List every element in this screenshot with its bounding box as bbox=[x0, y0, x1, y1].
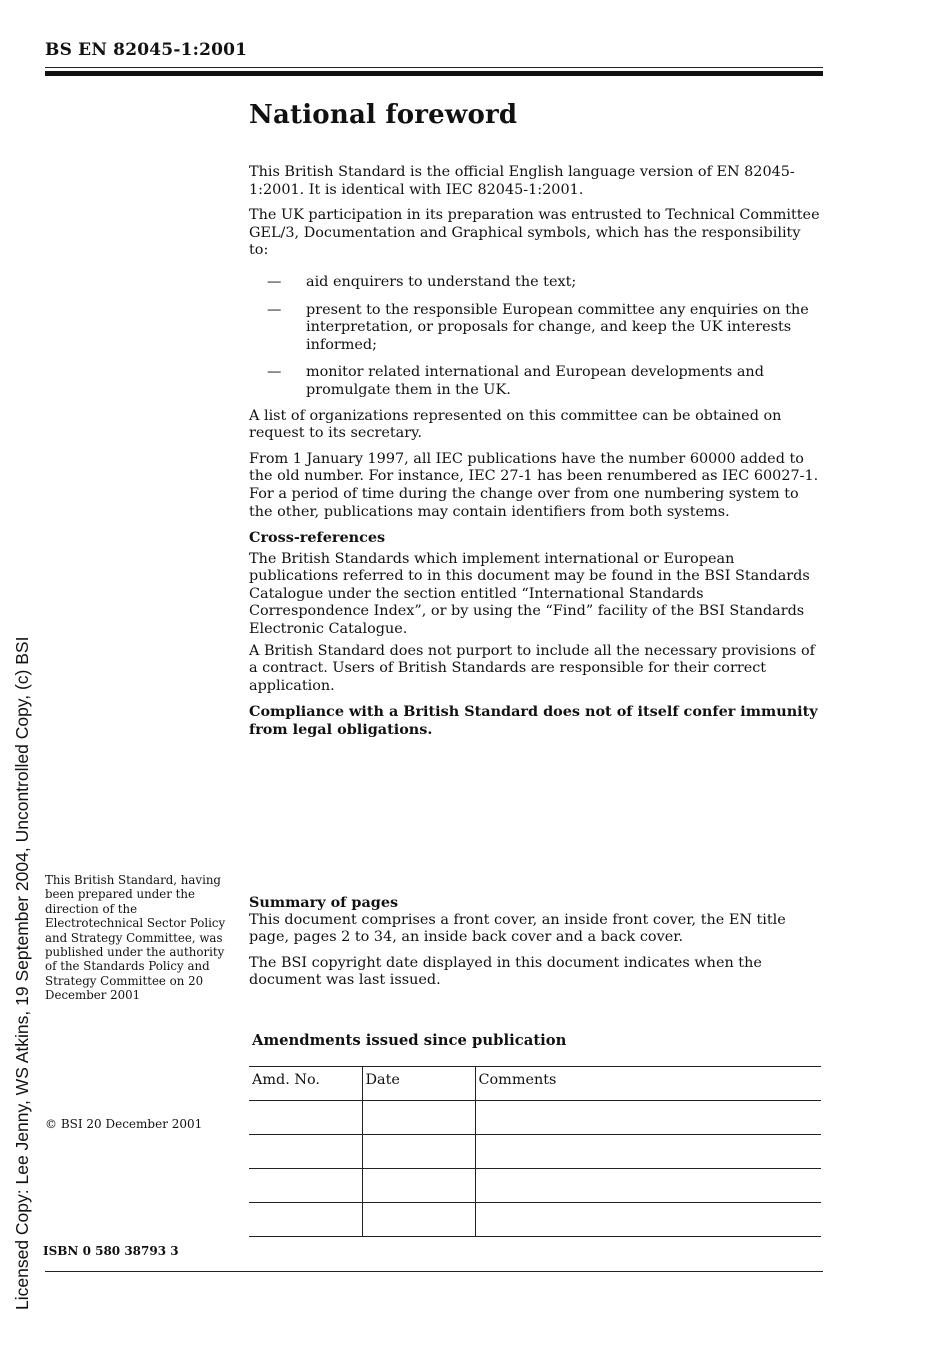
responsibility-list bbox=[249, 274, 823, 400]
table-cell bbox=[475, 1169, 821, 1203]
table-header-row bbox=[249, 1067, 821, 1101]
table-cell bbox=[362, 1101, 475, 1135]
dash-bullet: — bbox=[267, 364, 282, 381]
table-cell bbox=[475, 1203, 821, 1237]
body-paragraph: A British Standard does not purport to include all the necessary provisions of a contract. Users of British Standards are responsible for their correct application. bbox=[249, 642, 815, 694]
list-item-text: present to the responsible European committee any enquiries on the interpretation, or proposals for change, and keep the UK interests informed; bbox=[306, 301, 809, 353]
column-header: Comments bbox=[475, 1067, 821, 1101]
summary-heading: Summary of pages bbox=[249, 894, 399, 911]
table-cell bbox=[475, 1101, 821, 1135]
cross-references-heading: Cross-references bbox=[249, 529, 386, 547]
body-paragraph: From 1 January 1997, all IEC publications have the number 60000 added to the old number. For instance, IEC 27-1 has been renumbered as IEC 60027-1. For a period of time during the change over from one numbering system to the other, publications may contain identifiers from both systems. bbox=[249, 450, 819, 520]
table-cell bbox=[362, 1135, 475, 1169]
intro-paragraph: The UK participation in its preparation was entrusted to Technical Committee GEL/3, Documentation and Graphical symbols, which has the responsibility to: bbox=[249, 207, 820, 259]
summary-paragraph: This document comprises a front cover, an inside front cover, the EN title page, pages 2 to 34, an inside back cover and a back cover. bbox=[249, 911, 786, 946]
foreword-body bbox=[249, 164, 823, 747]
table-row bbox=[249, 1135, 821, 1169]
list-item-text: monitor related international and European developments and promulgate them in the UK. bbox=[306, 364, 764, 398]
intro-paragraph: This British Standard is the official English language version of EN 82045-1:2001. It is identical with IEC 82045-1:2001. bbox=[249, 164, 795, 198]
table-cell bbox=[475, 1135, 821, 1169]
approval-note: This British Standard, having been prepared under the direction of the Electrotechnical Sector Policy and Strategy Committee, was published under the authority of the Standards Policy and Strategy Committee on 20 December 2001 bbox=[45, 873, 226, 1003]
list-item bbox=[249, 364, 823, 399]
table-cell bbox=[249, 1101, 362, 1135]
body-paragraph: The British Standards which implement international or European publications referred to in this document may be found in the BSI Standards Catalogue under the section entitled “International Standards Correspondence Index”, or by using the “Find” facility of the BSI Standards Electronic Catalogue. bbox=[249, 550, 810, 638]
summary-of-pages bbox=[249, 894, 823, 998]
copyright-line: © BSI 20 December 2001 bbox=[45, 1117, 203, 1131]
body-paragraph: A list of organizations represented on this committee can be obtained on request to its secretary. bbox=[249, 407, 782, 442]
table-row bbox=[249, 1101, 821, 1135]
list-item bbox=[249, 302, 823, 355]
column-header: Amd. No. bbox=[249, 1067, 362, 1101]
list-item-text: aid enquirers to understand the text; bbox=[306, 273, 577, 290]
table-row bbox=[249, 1169, 821, 1203]
footer-rule bbox=[45, 1271, 823, 1272]
column-header: Date bbox=[362, 1067, 475, 1101]
table-cell bbox=[249, 1135, 362, 1169]
compliance-note: Compliance with a British Standard does not of itself confer immunity from legal obligations. bbox=[249, 703, 818, 739]
dash-bullet: — bbox=[267, 273, 282, 290]
header-rule-thick bbox=[45, 71, 823, 76]
page-title: National foreword bbox=[249, 100, 518, 130]
table-cell bbox=[249, 1169, 362, 1203]
license-watermark: Licensed Copy: Lee Jenny, WS Atkins, 19 September 2004, Uncontrolled Copy, (c) BSI bbox=[12, 636, 32, 1310]
dash-bullet: — bbox=[267, 301, 282, 318]
standard-id: BS EN 82045-1:2001 bbox=[45, 40, 248, 60]
amendments-table bbox=[249, 1066, 821, 1237]
header-rule-thin bbox=[45, 67, 823, 68]
table-cell bbox=[362, 1203, 475, 1237]
table-cell bbox=[249, 1203, 362, 1237]
table-row bbox=[249, 1203, 821, 1237]
isbn: ISBN 0 580 38793 3 bbox=[43, 1244, 179, 1258]
summary-paragraph: The BSI copyright date displayed in this document indicates when the document was last issued. bbox=[249, 954, 762, 989]
list-item bbox=[249, 274, 823, 292]
amendments-title: Amendments issued since publication bbox=[252, 1032, 567, 1049]
table-cell bbox=[362, 1169, 475, 1203]
